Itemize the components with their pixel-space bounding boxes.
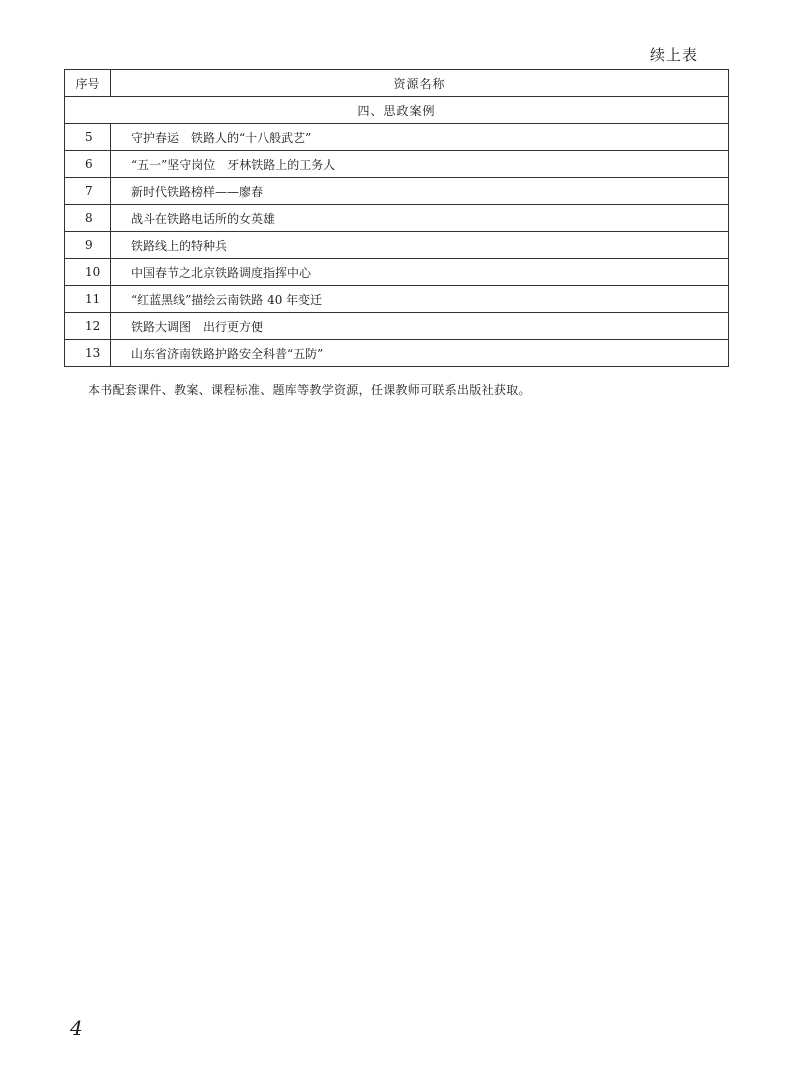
table-row: [65, 232, 729, 259]
row-number: 7: [65, 178, 111, 205]
column-header-number: 序号: [65, 70, 111, 97]
row-number: 12: [65, 313, 111, 340]
table-row: [65, 205, 729, 232]
page-number: 4: [70, 1016, 83, 1040]
resource-name: 铁路大调图 出行更方便: [111, 313, 729, 340]
table-row: [65, 340, 729, 367]
table-row: [65, 178, 729, 205]
row-number: 11: [65, 286, 111, 313]
section-row: [65, 97, 729, 124]
resource-table: [64, 69, 729, 367]
row-number: 8: [65, 205, 111, 232]
resource-name: 中国春节之北京铁路调度指挥中心: [111, 259, 729, 286]
row-number: 6: [65, 151, 111, 178]
resource-name: 山东省济南铁路护路安全科普“五防”: [111, 340, 729, 367]
resource-name: “红蓝黑线”描绘云南铁路 40 年变迁: [111, 286, 729, 313]
row-number: 9: [65, 232, 111, 259]
footnote: 本书配套课件、教案、课程标准、题库等教学资源，任课教师可联系出版社获取。: [88, 383, 531, 397]
column-header-name: 资源名称: [111, 70, 729, 97]
continued-label: 续上表: [649, 46, 698, 64]
table-row: [65, 124, 729, 151]
section-title: 四、思政案例: [65, 97, 729, 124]
row-number: 10: [65, 259, 111, 286]
table-row: [65, 151, 729, 178]
resource-name: 战斗在铁路电话所的女英雄: [111, 205, 729, 232]
table-row: [65, 313, 729, 340]
table-header-row: [65, 70, 729, 97]
resource-name: 新时代铁路榜样——廖春: [111, 178, 729, 205]
row-number: 13: [65, 340, 111, 367]
resource-name: 守护春运 铁路人的“十八般武艺”: [111, 124, 729, 151]
resource-name: “五一”坚守岗位 牙林铁路上的工务人: [111, 151, 729, 178]
row-number: 5: [65, 124, 111, 151]
table-row: [65, 286, 729, 313]
resource-name: 铁路线上的特种兵: [111, 232, 729, 259]
table-row: [65, 259, 729, 286]
